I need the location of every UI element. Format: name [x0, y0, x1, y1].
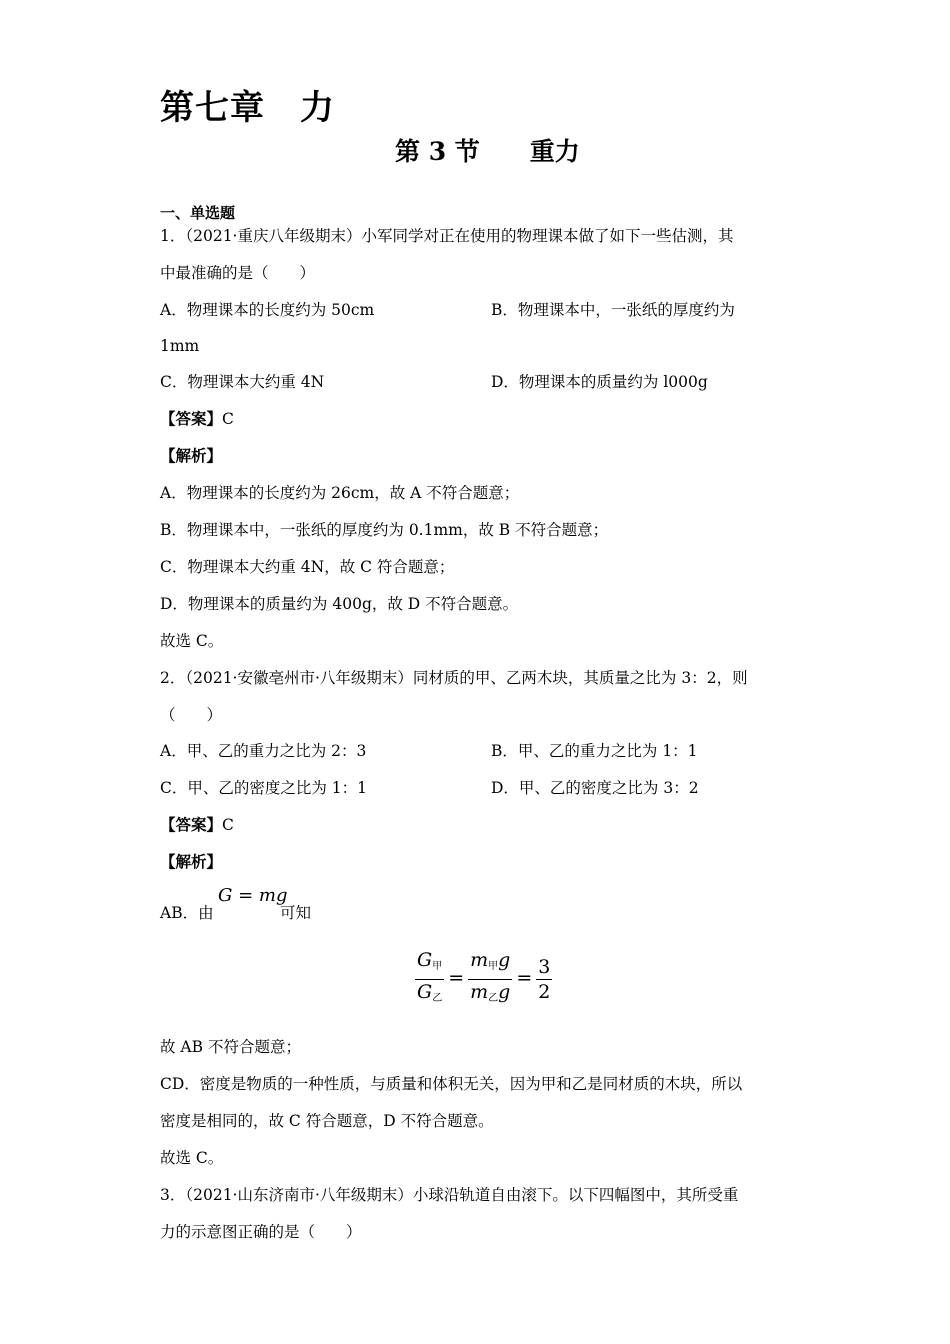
q2-option-a: A．甲、乙的重力之比为 2：3: [160, 742, 367, 760]
q2-option-b: B．甲、乙的重力之比为 1：1: [491, 742, 698, 760]
q2-cd-line2: 密度是相同的，故 C 符合题意，D 不符合题意。: [160, 1112, 494, 1130]
q1-option-a: A．物理课本的长度约为 50cm: [160, 301, 375, 319]
q2-option-c: C．甲、乙的密度之比为 1：1: [160, 779, 368, 797]
q2-final-choice: 故选 C。: [160, 1149, 224, 1167]
q1-option-b: B．物理课本中，一张纸的厚度约为: [491, 301, 735, 319]
section-heading: 一、单选题: [160, 204, 236, 222]
frac1-den-sub: 乙: [432, 993, 443, 1004]
q2-stem-line1: 2．（2021·安徽亳州市·八年级期末）同材质的甲、乙两木块，其质量之比为 3：2，则: [160, 669, 748, 687]
frac2-den-sub: 乙: [488, 993, 499, 1004]
chapter-title: 第七章 力: [160, 88, 335, 128]
q1-analysis-a: A．物理课本的长度约为 26cm，故 A 不符合题意；: [160, 484, 520, 502]
q2-option-d: D．甲、乙的密度之比为 3：2: [491, 779, 699, 797]
formula-g-mg: G = mg: [218, 885, 288, 906]
q1-answer: [160, 409, 234, 429]
frac1-num: G: [417, 949, 433, 971]
q3-stem-line1: 3．（2021·山东济南市·八年级期末）小球沿轨道自由滚下。以下四幅图中，其所受重: [160, 1186, 739, 1204]
q1-option-d: D．物理课本的质量约为 l000g: [491, 373, 708, 391]
q1-analysis-b: B．物理课本中，一张纸的厚度约为 0.1mm，故 B 不符合题意；: [160, 521, 609, 539]
q2-ab-prefix: AB．由: [160, 904, 214, 922]
answer-label: 【答案】: [160, 815, 223, 834]
q1-analysis-c: C．物理课本大约重 4N，故 C 符合题意；: [160, 558, 455, 576]
q1-analysis-d: D．物理课本的质量约为 400g，故 D 不符合题意。: [160, 595, 519, 613]
q1-stem-line2: 中最准确的是（ ）: [160, 264, 316, 282]
fraction-three-halves: [536, 955, 552, 1004]
frac2-num: m: [470, 949, 489, 971]
frac2-num-sub: 甲: [488, 961, 499, 972]
section-title: 第 3 节 重力: [395, 137, 580, 166]
fraction-g-ratio: [415, 948, 444, 1011]
q1-final-choice: 故选 C。: [160, 632, 224, 650]
frac1-num-sub: 甲: [432, 961, 443, 972]
frac3-den: 2: [538, 981, 551, 1003]
frac2-den: m: [470, 981, 489, 1003]
q2-analysis-label: 【解析】: [160, 852, 223, 871]
q1-stem-line1: 1．（2021·重庆八年级期末）小军同学对正在使用的物理课本做了如下一些估测，其: [160, 227, 734, 245]
q1-option-b-cont: 1mm: [160, 337, 200, 355]
q2-cd-line1: CD．密度是物质的一种性质，与质量和体积无关，因为甲和乙是同材质的木块，所以: [160, 1075, 743, 1093]
fraction-mg-ratio: [468, 948, 512, 1011]
answer-value: C: [222, 410, 234, 428]
q1-option-c: C．物理课本大约重 4N: [160, 373, 325, 391]
answer-value: C: [222, 816, 234, 834]
frac2-den-tail: g: [498, 981, 511, 1003]
q1-analysis-label: 【解析】: [160, 446, 223, 465]
q3-stem-line2: 力的示意图正确的是（ ）: [160, 1223, 362, 1241]
frac2-num-tail: g: [498, 949, 511, 971]
q2-stem-line2: （ ）: [160, 706, 223, 724]
frac1-den: G: [417, 981, 433, 1003]
q2-ab-conclusion: 故 AB 不符合题意；: [160, 1038, 301, 1056]
ratio-equation: $\frac{G_甲}{G_乙}$ = $\frac{m_甲g}{m_乙g}$ = $\frac{3}{2}$: [415, 948, 552, 1011]
answer-label: 【答案】: [160, 409, 223, 428]
q2-answer: [160, 815, 234, 835]
q2-ab-suffix: 可知: [280, 904, 312, 922]
frac3-num: 3: [538, 956, 551, 978]
